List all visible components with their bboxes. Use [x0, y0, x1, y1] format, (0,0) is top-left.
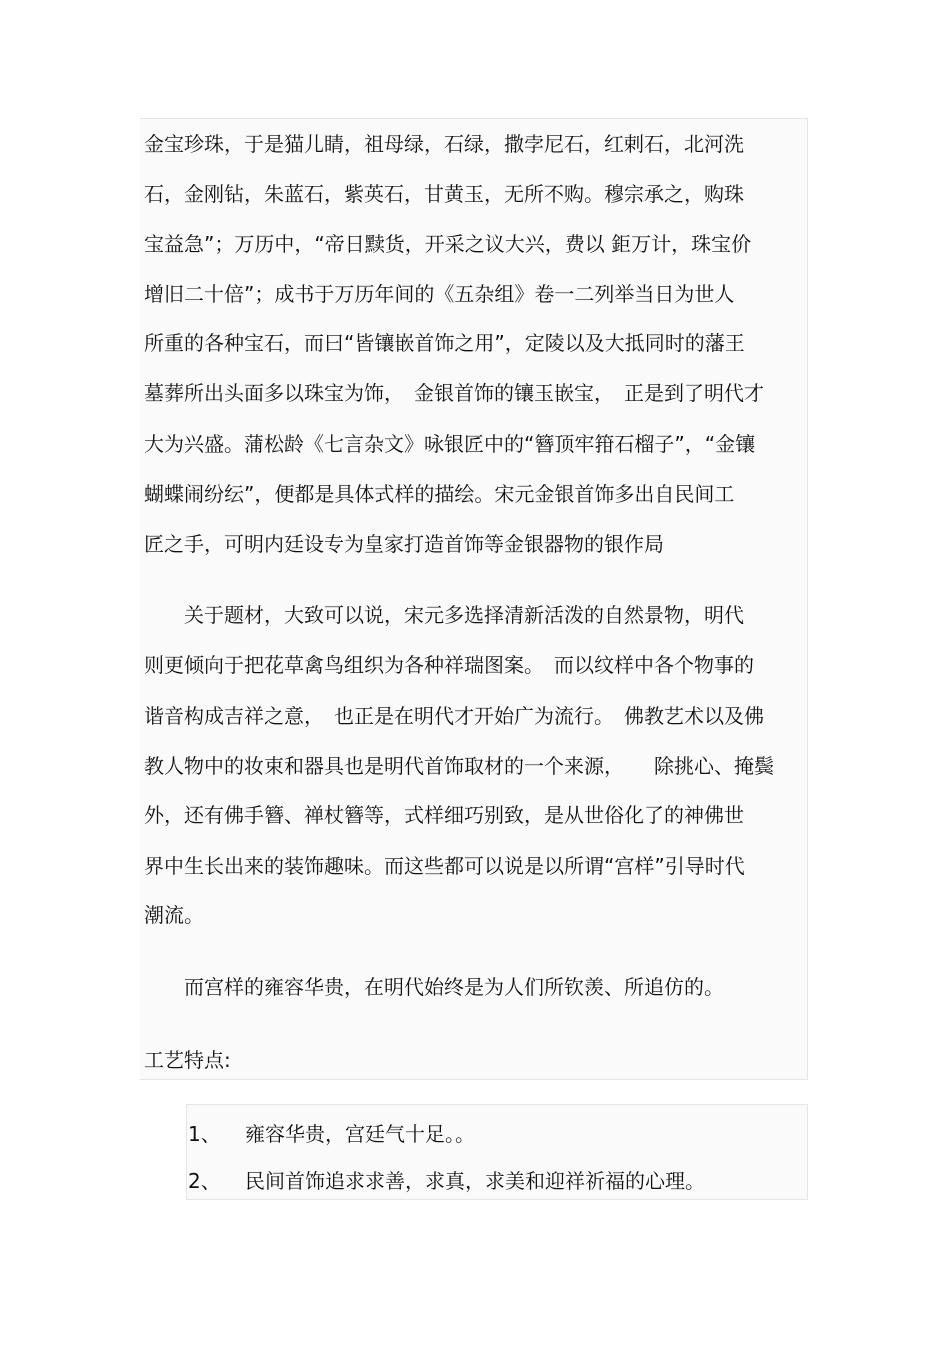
- section-heading: 工艺特点:: [144, 1048, 231, 1072]
- text-line: 蝴蝶闹纷纭”，便都是具体式样的描绘。宋元金银首饰多出自民间工: [144, 482, 735, 506]
- text-line: 则更倾向于把花草禽鸟组织为各种祥瑞图案。 而以纹样中各个物事的: [144, 653, 754, 677]
- text-line: 金宝珍珠，于是猫儿睛，祖母绿，石绿，撒孛尼石，红剌石，北河洗: [144, 132, 744, 156]
- text-line: 关于题材，大致可以说，宋元多选择清新活泼的自然景物，明代: [144, 603, 744, 627]
- text-line: 石，金刚钻，朱蓝石，紫英石，甘黄玉，无所不购。穆宗承之，购珠: [144, 182, 744, 206]
- text-line: 谐音构成吉祥之意， 也正是在明代才开始广为流行。 佛教艺术以及佛: [144, 704, 764, 728]
- text-line: 潮流。: [144, 903, 204, 927]
- text-line: 宝益急”；万历中，“帝日黩货，开采之议大兴，费以 鉅万计，珠宝价: [144, 232, 752, 256]
- text-line: 外，还有佛手簪、禅杖簪等，式样细巧别致，是从世俗化了的神佛世: [144, 803, 744, 827]
- text-line: 界中生长出来的装饰趣味。而这些都可以说是以所谓“宫样”引导时代: [144, 854, 745, 878]
- list-item-number: 1、: [188, 1122, 221, 1146]
- list-item-text: 民间首饰追求求善，求真，求美和迎祥祈福的心理。: [245, 1169, 705, 1193]
- text-line: 而宫样的雍容华贵，在明代始终是为人们所钦羡、所追仿的。: [144, 975, 724, 999]
- list-item-number: 2、: [188, 1169, 221, 1193]
- text-line: 大为兴盛。蒲松龄《七言杂文》咏银匠中的“簪顶牢箝石榴子”，“金镶: [144, 432, 756, 456]
- text-line: 教人物中的妆束和器具也是明代首饰取材的一个来源， 除挑心、掩鬓: [144, 754, 774, 778]
- text-line: 匠之手，可明内廷设专为皇家打造首饰等金银器物的银作局: [144, 532, 664, 556]
- text-block-main: [140, 118, 808, 1080]
- text-line: 墓葬所出头面多以珠宝为饰， 金银首饰的镶玉嵌宝， 正是到了明代才: [144, 381, 764, 405]
- text-line: 所重的各种宝石，而曰“皆镶嵌首饰之用”，定陵以及大抵同时的藩王: [144, 331, 745, 355]
- text-line: 增旧二十倍”；成书于万历年间的《五杂组》卷一二列举当日为世人: [144, 282, 735, 306]
- list-item-text: 雍容华贵，宫廷气十足。。: [245, 1122, 475, 1146]
